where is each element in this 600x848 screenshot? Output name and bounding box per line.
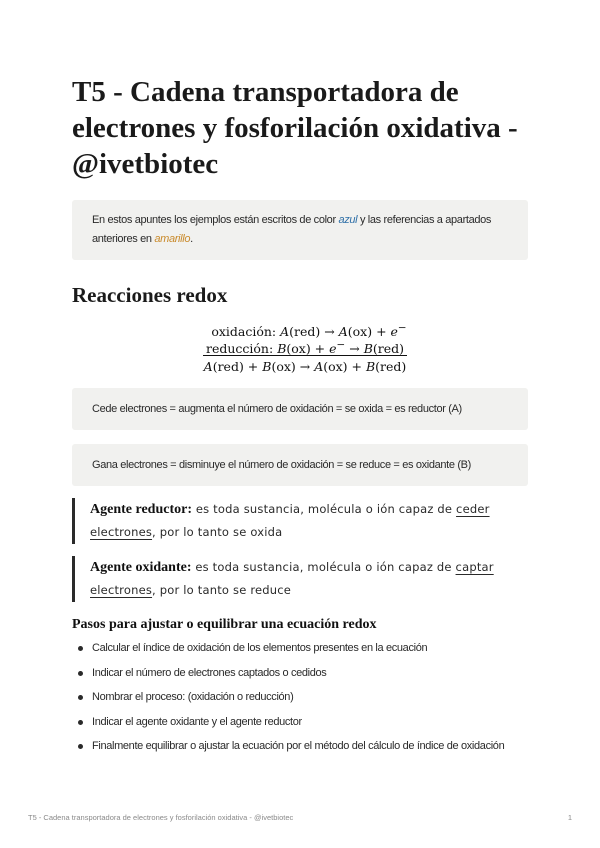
eq-term: (ox) + [286, 341, 330, 357]
underlined-text: captar electrones [90, 560, 494, 597]
eq-term: (red) [375, 359, 407, 374]
definition-text: es toda sustancia, molécula o ión capaz de [192, 502, 457, 516]
definition-agente-reductor [72, 498, 512, 544]
section-heading-redox: Reacciones redox [72, 283, 228, 307]
list-item-text: Nombrar el proceso: (oxidación o reducción) [92, 691, 294, 703]
list-item [72, 734, 542, 759]
callout-gana-electrones: Gana electrones = disminuye el número de oxidación = se reduce = es oxidante (B) [72, 444, 528, 486]
equation-sum [160, 358, 450, 375]
steps-heading: Pasos para ajustar o equilibrar una ecuación redox [72, 617, 377, 632]
eq-term: A [280, 324, 290, 340]
eq-term: A [203, 359, 213, 374]
term-agente-oxidante: Agente oxidante: [90, 560, 192, 575]
eq-term: e [390, 324, 398, 340]
list-item [72, 685, 542, 710]
list-item [72, 710, 542, 735]
bullet-icon [78, 646, 83, 651]
eq-term: (red) → [289, 324, 339, 340]
eq-term: (red) + [212, 359, 263, 374]
list-item-text: Indicar el número de electrones captados o cedidos [92, 666, 327, 679]
intro-text-2: y las referencias a apartados anteriores en [92, 214, 492, 245]
page-title: T5 - Cadena transportadora de electrones y fosforilación oxidativa - @ivetbiotec [72, 76, 518, 180]
intro-blue-word: azul [338, 214, 358, 226]
list-item [72, 661, 542, 686]
bullet-icon [78, 671, 83, 676]
eq-superscript: − [397, 322, 407, 334]
list-item-text: Finalmente equilibrar o ajustar la ecuación por el método del cálculo de índice de oxidación [92, 740, 505, 752]
oxidation-label: oxidación: [211, 324, 277, 340]
term-agente-reductor: Agente reductor: [90, 502, 192, 517]
equation-reduction [160, 337, 450, 357]
bullet-icon [78, 720, 83, 725]
bullet-icon [78, 744, 83, 749]
eq-superscript: − [336, 339, 346, 351]
eq-term: (ox) + [323, 359, 366, 374]
reduction-label: reducción: [205, 341, 274, 357]
eq-term: (red) [372, 341, 405, 357]
eq-term: B [262, 359, 272, 374]
eq-term: B [363, 341, 373, 357]
definition-text: es toda sustancia, molécula o ión capaz de [191, 560, 456, 574]
definition-text: , por lo tanto se reduce [152, 583, 292, 597]
redox-equations [160, 320, 450, 375]
eq-term: A [314, 359, 324, 374]
definition-text: , por lo tanto se oxida [152, 525, 283, 539]
steps-list [72, 636, 542, 759]
equation-oxidation [160, 320, 450, 340]
definition-agente-oxidante [72, 556, 512, 602]
page-number: 1 [567, 813, 572, 822]
underlined-text: ceder electrones [90, 502, 490, 539]
list-item-text: Calcular el índice de oxidación de los elementos presentes en la ecuación [92, 642, 428, 654]
eq-term: B [277, 341, 287, 357]
intro-text-3: . [190, 233, 193, 245]
intro-text-1: En estos apuntes los ejemplos están escritos de color [92, 214, 339, 226]
eq-term: → [345, 341, 364, 357]
callout-cede-electrones: Cede electrones = augmenta el número de oxidación = se oxida = es reductor (A) [72, 388, 528, 430]
eq-term: (ox) → [271, 359, 315, 374]
intro-yellow-word: amarillo [154, 233, 191, 245]
eq-term: e [329, 341, 337, 357]
eq-term: (ox) + [347, 324, 391, 340]
footer-title: T5 - Cadena transportadora de electrones y fosforilación oxidativa - @ivetbiotec [28, 813, 294, 822]
eq-term: A [338, 324, 348, 340]
eq-term: B [365, 359, 376, 374]
list-item [72, 636, 542, 661]
intro-callout [72, 200, 528, 260]
bullet-icon [78, 695, 83, 700]
list-item-text: Indicar el agente oxidante y el agente reductor [92, 715, 302, 728]
